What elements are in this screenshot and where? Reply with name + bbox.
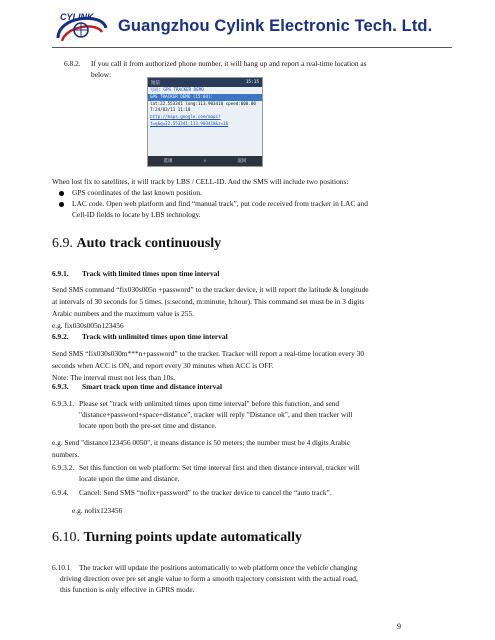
subheading-6-9-1 [52, 268, 452, 279]
paragraph-line: e.g. fix030s005n123456 [52, 321, 124, 330]
heading-number: 6.10. [52, 530, 80, 545]
heading-title: Turning points update automatically [83, 530, 302, 545]
item-6-9-4 [52, 487, 457, 498]
subheading-title: Track with limited times upon time interval [82, 269, 220, 278]
paragraph-line: e.g. Send "distance123456 0050", it means distance is 50 meters; the number must be 4 digits Arabic [52, 438, 351, 447]
status-clock: 15:15 [245, 80, 259, 85]
page-header [52, 8, 462, 48]
cylink-logo [52, 8, 110, 46]
paragraph-line: Set this function on web platform: Set time interval first and then distance interval, tracker will [79, 463, 360, 472]
paragraph-line: below: [91, 70, 112, 79]
item-number: 6.9.4. [52, 488, 69, 497]
paragraph-line: Send SMS command “fix030s005n +password” to the tracker device, it will report the latitude & longitude [52, 285, 369, 294]
sms-time: T:24/03/11 11:10 [150, 107, 191, 113]
subheading-number: 6.9.1. [52, 269, 69, 278]
paragraph-lost-fix: When lost fix to satellites, it will track by LBS / CELL-ID. And the SMS will include two positions: [52, 177, 349, 186]
bullet-icon [59, 202, 64, 207]
sms-sender: 号码: GPS TRACKER DEMO [150, 87, 204, 92]
paragraph-line: driving direction over pre set angle value to form a smooth trajectory consistent with the actual road, [60, 574, 358, 583]
paragraph-line: locate upon the time and distance. [79, 474, 180, 483]
paragraph-distance-example [52, 437, 457, 461]
subheading-6-9-3 [52, 381, 452, 392]
softkey-options[interactable]: 选项 [163, 159, 173, 164]
sms-coordinates: lat:22.553341 long:113.903418 speed:000.00 [150, 100, 256, 106]
status-left: 短信 [151, 80, 160, 86]
company-name: Guangzhou Cylink Electronic Tech. Ltd. [118, 17, 433, 35]
bullet-icon [59, 191, 64, 196]
paragraph-line: If you call it from authorized phone number, it will hang up and report a real-time location as [91, 59, 367, 68]
bullet-lac [72, 198, 457, 220]
subheading-number: 6.9.3. [52, 382, 69, 391]
header-divider [52, 47, 452, 48]
subheading-number: 6.9.2. [52, 332, 69, 341]
paragraph-line: Cancel: Send SMS “nofix+password” to the tracker device to cancel the “auto track”. [79, 488, 332, 497]
paragraph-line: The tracker will update the positions automatically to web platform once the vehicle changing [79, 563, 358, 572]
paragraph-line: Cell-ID fields to locate by LBS technology. [72, 210, 201, 219]
item-6-10-1 [52, 562, 462, 595]
paragraph-line: locate upon both the pre-set time and distance. [79, 421, 217, 430]
heading-number: 6.9. [52, 236, 73, 251]
subheading-title: Smart track upon time and distance interval [82, 382, 223, 391]
heading-title: Auto track continuously [76, 236, 222, 251]
sms-map-link-params[interactable]: f=q&q=22.553341,113.903418&z=16 [150, 120, 229, 126]
item-number: 6.10.1 [52, 563, 71, 572]
paragraph-line: numbers. [52, 450, 80, 459]
bullet-gps: GPS coordinates of the last known position. [72, 188, 202, 197]
subheading-6-9-2 [52, 331, 452, 342]
section-heading-6-9 [52, 236, 221, 252]
sms-map-link[interactable]: http://maps.google.com/maps? [150, 114, 221, 120]
logo-text: CYLINK [60, 12, 94, 22]
page-number: 9 [397, 622, 401, 631]
paragraph-line: "distance+password+space+distance", tracker will reply "Distance ok", and then tracker will [79, 410, 353, 419]
phone-status-bar [148, 78, 262, 87]
paragraph-line: Arabic numbers and the maximum value is 255. [52, 309, 195, 318]
subheading-title: Track with unlimited times upon time interval [82, 332, 228, 341]
phone-sms-screenshot [147, 77, 263, 167]
item-6-9-3-1 [52, 398, 457, 431]
paragraph-6-9-2 [52, 348, 457, 384]
item-number: 6.9.3.2. [52, 463, 75, 472]
paragraph-line: Please set "track with unlimited times upon time interval" before this function, and send [79, 399, 340, 408]
item-6-9-3-2 [52, 462, 457, 484]
paragraph-line: this function is only effective in GPRS mode. [60, 585, 195, 594]
item-number: 6.9.3.1. [52, 399, 75, 408]
paragraph-line: seconds when ACC is ON, and report every 30 minutes when ACC is OFF. [52, 361, 274, 370]
softkey-up[interactable]: ↑ [203, 158, 207, 164]
softkey-back[interactable]: 返回 [237, 159, 247, 164]
phone-softkey-bar [148, 156, 262, 166]
paragraph-6-9-1 [52, 284, 457, 332]
paragraph-line: at intervals of 30 seconds for 5 times. (s:second, m:minute, h:hour). This command set must be in 3 digits [52, 297, 365, 306]
section-heading-6-10 [52, 530, 302, 546]
sms-header: GPS TRACKER DEMO (15:04): [148, 94, 262, 101]
paragraph-line: LAC code. Open web platform and find “manual track”, put code received from tracker in LAC and [72, 199, 368, 208]
paragraph-line: Send SMS “fix030s030m***n+password” to the tracker. Tracker will report a real-time location every 30 [52, 349, 365, 358]
example-nofix: e.g. nofix123456 [72, 506, 123, 515]
paragraph-line: Note: The interval must not less than 10s. [52, 373, 176, 382]
section-number: 6.8.2. [64, 59, 81, 68]
